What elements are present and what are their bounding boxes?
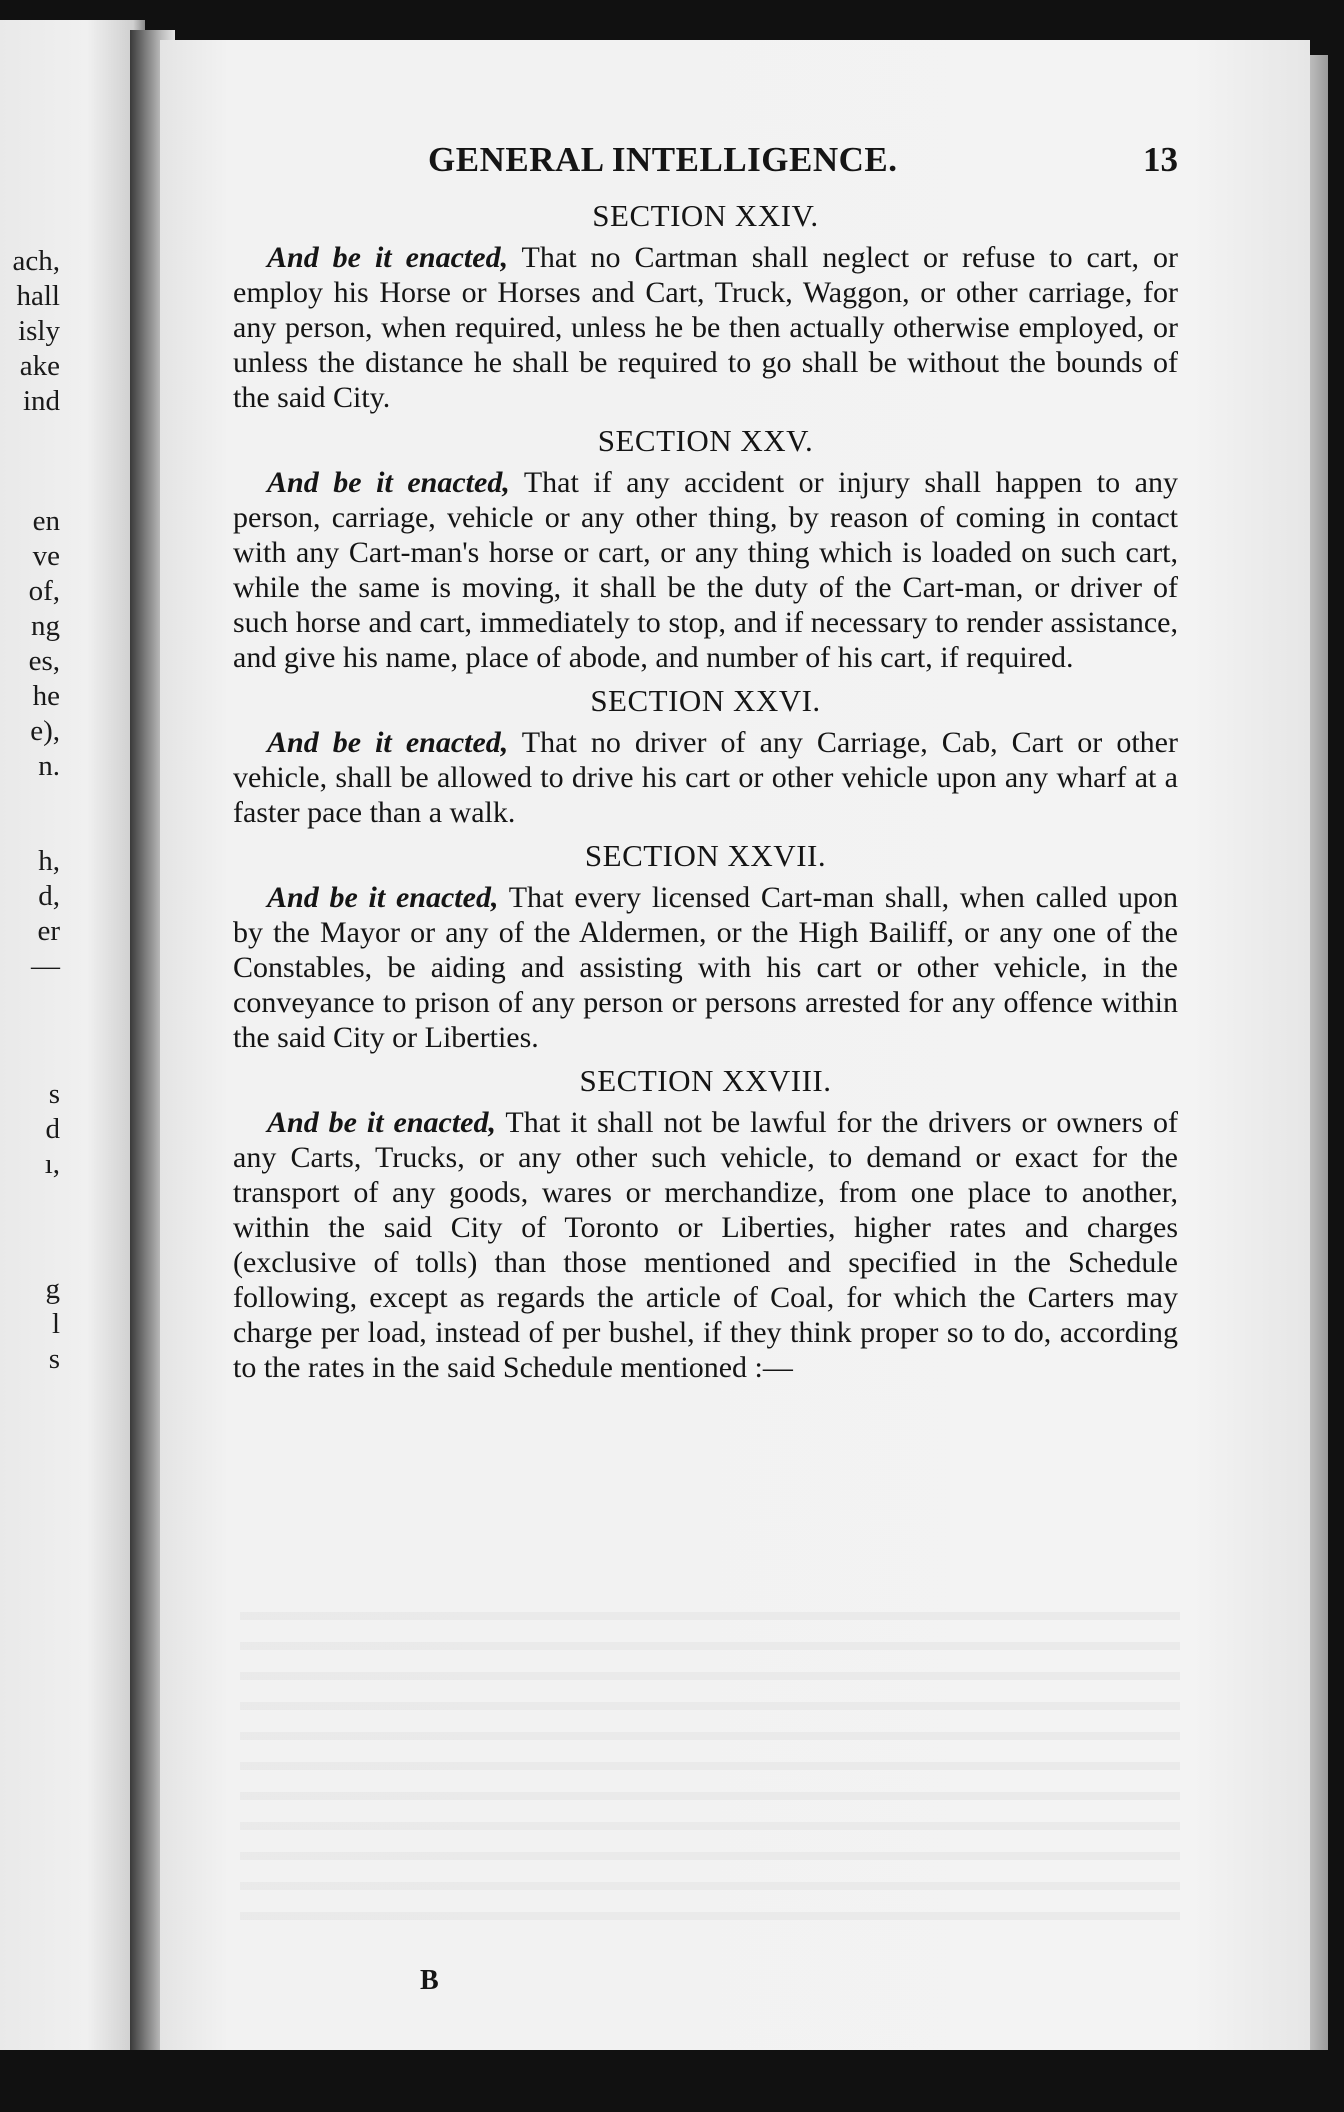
adjacent-page-fragment: ake [19,350,60,382]
section-body: That if any accident or injury shall happen to any person, carriage, vehicle or any other thing, by reason of coming in contact with any Cart-man's horse or cart, or any thing which is loaded on such cart, while the same is moving, it shall be the duty of the Cart-man, or driver of such horse and cart, immediately to stop, and if necessary to render assistance, and give his name, place of abode, and number of his cart, if required. [233,466,1178,674]
adjacent-page-fragment: s [48,1343,60,1375]
adjacent-page-fragment: en [32,505,60,537]
running-title: GENERAL INTELLIGENCE. [428,140,898,179]
enactment-phrase: And be it enacted, [267,881,499,914]
section-heading: SECTION XXIV. [592,198,819,233]
page-content [233,140,1178,1385]
section-heading: SECTION XXV. [597,423,814,458]
adjacent-page-fragment: isly [18,315,60,347]
adjacent-page-fragment: d, [38,880,60,912]
adjacent-page-fragment: ind [22,385,60,417]
running-head [233,140,1178,190]
adjacent-page-fragment: l [51,1308,60,1340]
section-text [233,465,1178,675]
adjacent-page-fragment: ve [32,540,60,572]
adjacent-page-fragment: ı, [44,1148,60,1180]
adjacent-page-fragment: es, [28,645,60,677]
section-body: That no Cartman shall neglect or refuse to cart, or employ his Horse or Horses and Cart, Truck, Waggon, or other carriage, for any person, when required, unless he be then actually otherwise employed, or unless the distance he shall be required to go shall be without the bounds of the said City. [233,241,1178,414]
enactment-phrase: And be it enacted, [267,1106,496,1139]
section-body: That no driver of any Carriage, Cab, Cart or other vehicle, shall be allowed to drive his cart or other vehicle upon any wharf at a faster pace than a walk. [233,726,1178,829]
section-body: That it shall not be lawful for the drivers or owners of any Carts, Trucks, or any other such vehicle, to demand or exact for the transport of any goods, wares or merchandize, from one place to another, within the said City of Toronto or Liberties, higher rates and charges (exclusive of tolls) than those mentioned and specified in the Schedule following, except as regards the article of Coal, for which the Carters may charge per load, instead of per bushel, if they think proper so to do, according to the rates in the said Schedule mentioned :— [233,1106,1178,1384]
section-heading: SECTION XXVIII. [579,1063,832,1098]
page-number: 13 [1143,140,1178,179]
adjacent-page-fragment: d [45,1113,60,1145]
enactment-phrase: And be it enacted, [267,726,509,759]
adjacent-page-fragment: s [48,1078,60,1110]
adjacent-page-fragment: of, [28,575,60,607]
signature-mark: B [420,1965,439,1996]
adjacent-page-fragment: he [32,680,60,712]
adjacent-page-fragment: g [45,1273,60,1305]
adjacent-page-fragment: ng [31,610,60,642]
section-heading: SECTION XXVI. [590,683,821,718]
adjacent-page-fragment: hall [16,280,60,312]
show-through-text [240,1590,1180,1920]
section-body: That every licensed Cart-man shall, when called upon by the Mayor or any of the Aldermen, or the High Bailiff, or any one of the Constables, be aiding and assisting with his cart or other vehicle, in the conveyance to prison of any person or persons arrested for any offence within the said City or Liberties. [233,881,1178,1054]
adjacent-page-edge [0,20,145,2050]
section-text [233,880,1178,1055]
adjacent-page-fragment: n. [38,750,60,782]
enactment-phrase: And be it enacted, [267,466,510,499]
adjacent-page-fragment: — [31,950,60,982]
adjacent-page-fragment: ach, [12,245,60,277]
enactment-phrase: And be it enacted, [267,241,509,274]
adjacent-page-fragment: er [37,915,60,947]
section-text [233,1105,1178,1385]
adjacent-page-fragment: h, [38,845,60,877]
section-text [233,725,1178,830]
section-text [233,240,1178,415]
adjacent-page-fragment: e), [30,715,60,747]
section-heading: SECTION XXVII. [584,838,827,873]
